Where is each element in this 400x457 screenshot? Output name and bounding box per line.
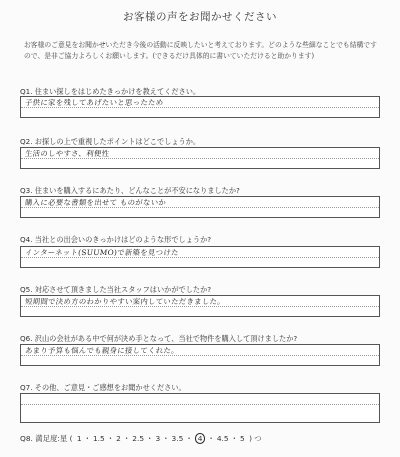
answer-1: 子供に家を残してあげたいと思ったため	[24, 98, 164, 107]
answer-5: 短期間で決め方のわかりやすい案内していただきました。	[24, 297, 226, 306]
question-6-label: Q6. 沢山の会社がある中で何が決め手となって、当社で物件を購入して頂けましたか?	[20, 334, 298, 343]
rating-option-3[interactable]: 3	[155, 434, 161, 443]
answer-box-5[interactable]	[20, 295, 380, 317]
answer-box-3[interactable]	[20, 196, 380, 218]
rating-separator: ・	[207, 434, 215, 443]
rating-close: ) つ	[249, 434, 262, 443]
rating-option-4[interactable]: 4	[195, 433, 206, 444]
rating-option-2-5[interactable]: 2.5	[132, 434, 145, 443]
rating-label: Q8. 満足度:星 (	[20, 434, 73, 443]
answer-box-7[interactable]	[20, 393, 380, 423]
answer-box-4[interactable]	[20, 246, 380, 268]
answer-box-1[interactable]	[20, 96, 380, 118]
rating-separator: ・	[122, 434, 131, 443]
answer-2: 生活のしやすさ、利便性	[24, 149, 110, 158]
rating-option-1-5[interactable]: 1.5	[92, 434, 105, 443]
question-1-label: Q1. 住まい探しをはじめたきっかけを教えてください。	[20, 87, 201, 96]
question-3-label: Q3. 住まいを購入するにあたり、どんなことが不安になりましたか?	[20, 186, 240, 195]
rating-separator: ・	[230, 434, 238, 443]
answer-box-2[interactable]	[20, 147, 380, 169]
question-4-label: Q4. 当社との出会いのきっかけはどのような形でしょうか?	[20, 235, 212, 244]
rating-option-2[interactable]: 2	[116, 434, 121, 443]
rating-separator: ・	[106, 434, 115, 443]
question-2-label: Q2. お探しの上で重視したポイントはどこでしょうか。	[20, 137, 201, 146]
question-5-label: Q5. 対応させて頂きました当社スタッフはいかがでしたか?	[20, 285, 212, 294]
page-title: お客様の声をお聞かせください	[123, 11, 277, 23]
question-7-label: Q7. その他、ご意見・ご感想をお聞かせください。	[20, 383, 186, 392]
rating-option-4-5[interactable]: 4.5	[216, 434, 229, 443]
rating-separator: ・	[185, 434, 193, 443]
rating-option-5[interactable]: 5	[240, 434, 245, 443]
rating-separator: ・	[162, 434, 170, 443]
answer-box-6[interactable]	[20, 344, 380, 366]
answer-3: 購入に必要な書類を出せて ものがないか	[24, 198, 167, 207]
rating-separator: ・	[146, 434, 154, 443]
intro-text: お客様のご意見をお聞かせいただき今後の活動に反映したいと考えております。どのような些細なことでも結構ですので、是非ご協力よろしくお願いします。(できるだけ具体的に書いていただけると助かります)	[24, 41, 377, 60]
rating-separator: ・	[83, 434, 91, 443]
satisfaction-rating	[20, 433, 390, 444]
answer-4: インターネット(SUUMO)で新築を見つけた	[24, 248, 180, 257]
rating-option-3-5[interactable]: 3.5	[171, 434, 184, 443]
rating-option-1[interactable]: 1	[76, 434, 82, 443]
rating-options	[75, 434, 247, 443]
answer-6: あまり予算も悩んでも親身に接してくれた。	[24, 346, 180, 355]
